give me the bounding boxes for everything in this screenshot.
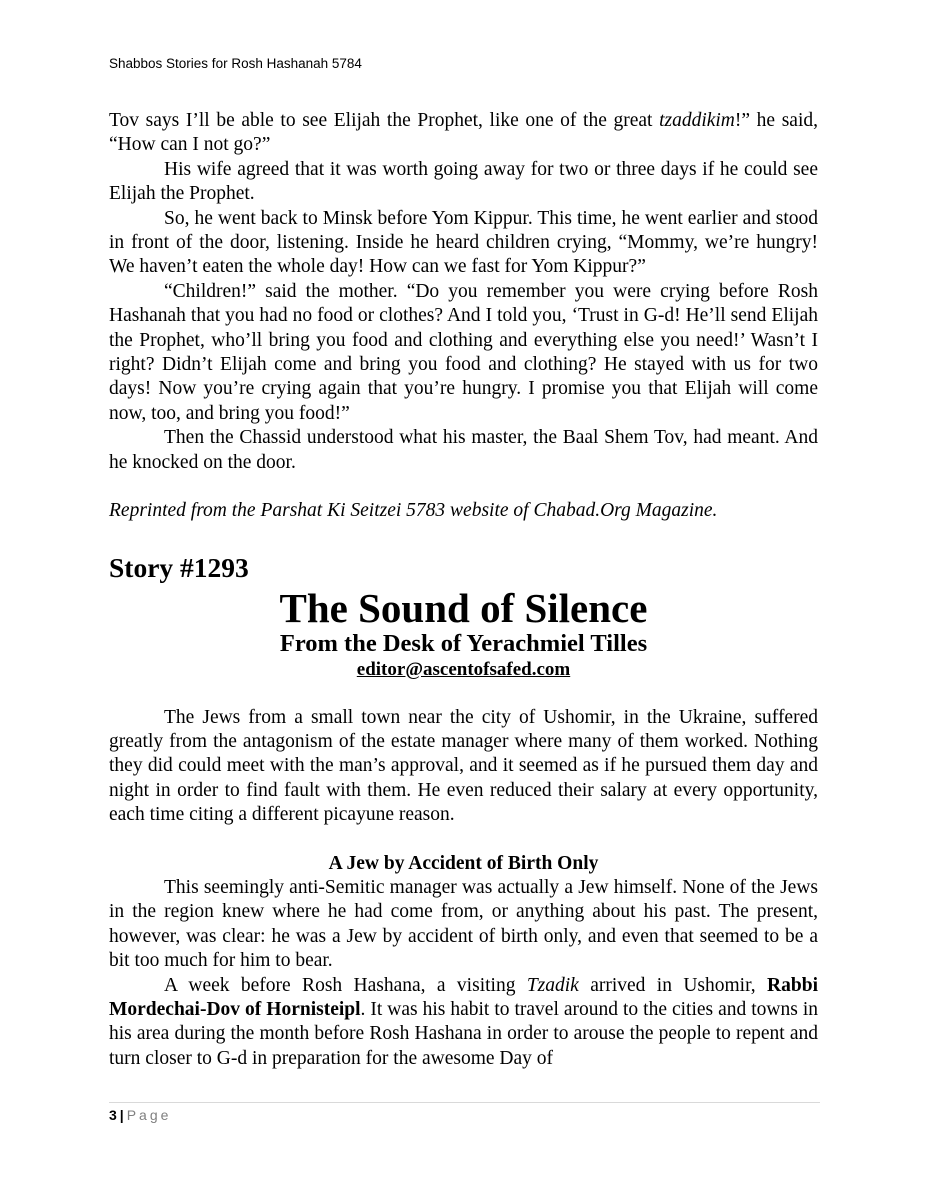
emphasis-text: tzaddikim <box>659 110 735 131</box>
paragraph: The Jews from a small town near the city of Ushomir, in the Ukraine, suffered greatly from the antagonism of the estate manager where many of them worked. Nothing they did could meet with the man’s approval, and it seemed as if he pursued them day and night in order to find fault with them. He even reduced their salary at every opportunity, each time citing a different picayune reason. <box>109 706 818 826</box>
paragraph: His wife agreed that it was worth going away for two or three days if he could see Elijah the Prophet. <box>109 158 818 205</box>
editor-email-link[interactable]: editor@ascentofsafed.com <box>356 658 571 680</box>
paragraph <box>109 109 818 158</box>
paragraph: “Children!” said the mother. “Do you remember you were crying before Rosh Hashanah that you had no food or clothes? And I told you, ‘Trust in G-d! He’ll send Elijah the Prophet, who’ll bring you food and clothing and everything else you need!’ Wasn’t I right? Didn’t Elijah come and bring you food and clothing? He stayed with us for two days! Now you’re crying again that you’re hungry. I promise you that Elijah will come now, too, and bring you food!” <box>109 280 818 424</box>
page-body <box>109 109 818 1071</box>
running-header: Shabbos Stories for Rosh Hashanah 5784 <box>109 56 362 71</box>
paragraph <box>109 974 818 1072</box>
bold-name-text: Rabbi Mordechai-Dov of Hornisteipl <box>109 974 818 1020</box>
paragraph-text: Tov says I’ll be able to see Elijah the Prophet, like one of the great <box>109 110 660 131</box>
page-number: 3 <box>109 1107 117 1123</box>
reprint-credit: Reprinted from the Parshat Ki Seitzei 5783 website of Chabad.Org Magazine. <box>109 500 718 522</box>
paragraph: This seemingly anti-Semitic manager was actually a Jew himself. None of the Jews in the region knew where he had come from, or anything about his past. The present, however, was clear: he was a Jew by accident of birth only, and even that seemed to be a bit too much for him to bear. <box>109 876 818 972</box>
paragraph: So, he went back to Minsk before Yom Kippur. This time, he went earlier and stood in front of the door, listening. Inside he heard children crying, “Mommy, we’re hungry! We haven’t eaten the whole day! How can we fast for Yom Kippur?” <box>109 207 818 278</box>
paragraph-text: A week before Rosh Hashana, a visiting <box>164 974 527 996</box>
footer-separator: | <box>119 1107 124 1123</box>
paragraph-text: !” he said, “How can I not go?” <box>109 110 818 156</box>
paragraph-text: . It was his habit to travel around to the cities and towns in his area during the month before Rosh Hashana in order to arouse the people to repent and turn closer to G-d in preparation for the awesome Day of <box>109 998 818 1069</box>
section-heading: A Jew by Accident of Birth Only <box>328 852 599 874</box>
story-number: Story #1293 <box>109 551 249 583</box>
footer-divider <box>109 1102 820 1103</box>
story-byline: From the Desk of Yerachmiel Tilles <box>279 629 648 657</box>
paragraph-text: arrived in Ushomir, <box>578 974 768 996</box>
paragraph: Then the Chassid understood what his master, the Baal Shem Tov, had meant. And he knocked on the door. <box>109 427 818 473</box>
page-label: Page <box>126 1107 172 1123</box>
emphasis-text: Tzadik <box>526 974 579 996</box>
page-footer <box>109 1107 171 1123</box>
story-title: The Sound of Silence <box>279 584 648 631</box>
